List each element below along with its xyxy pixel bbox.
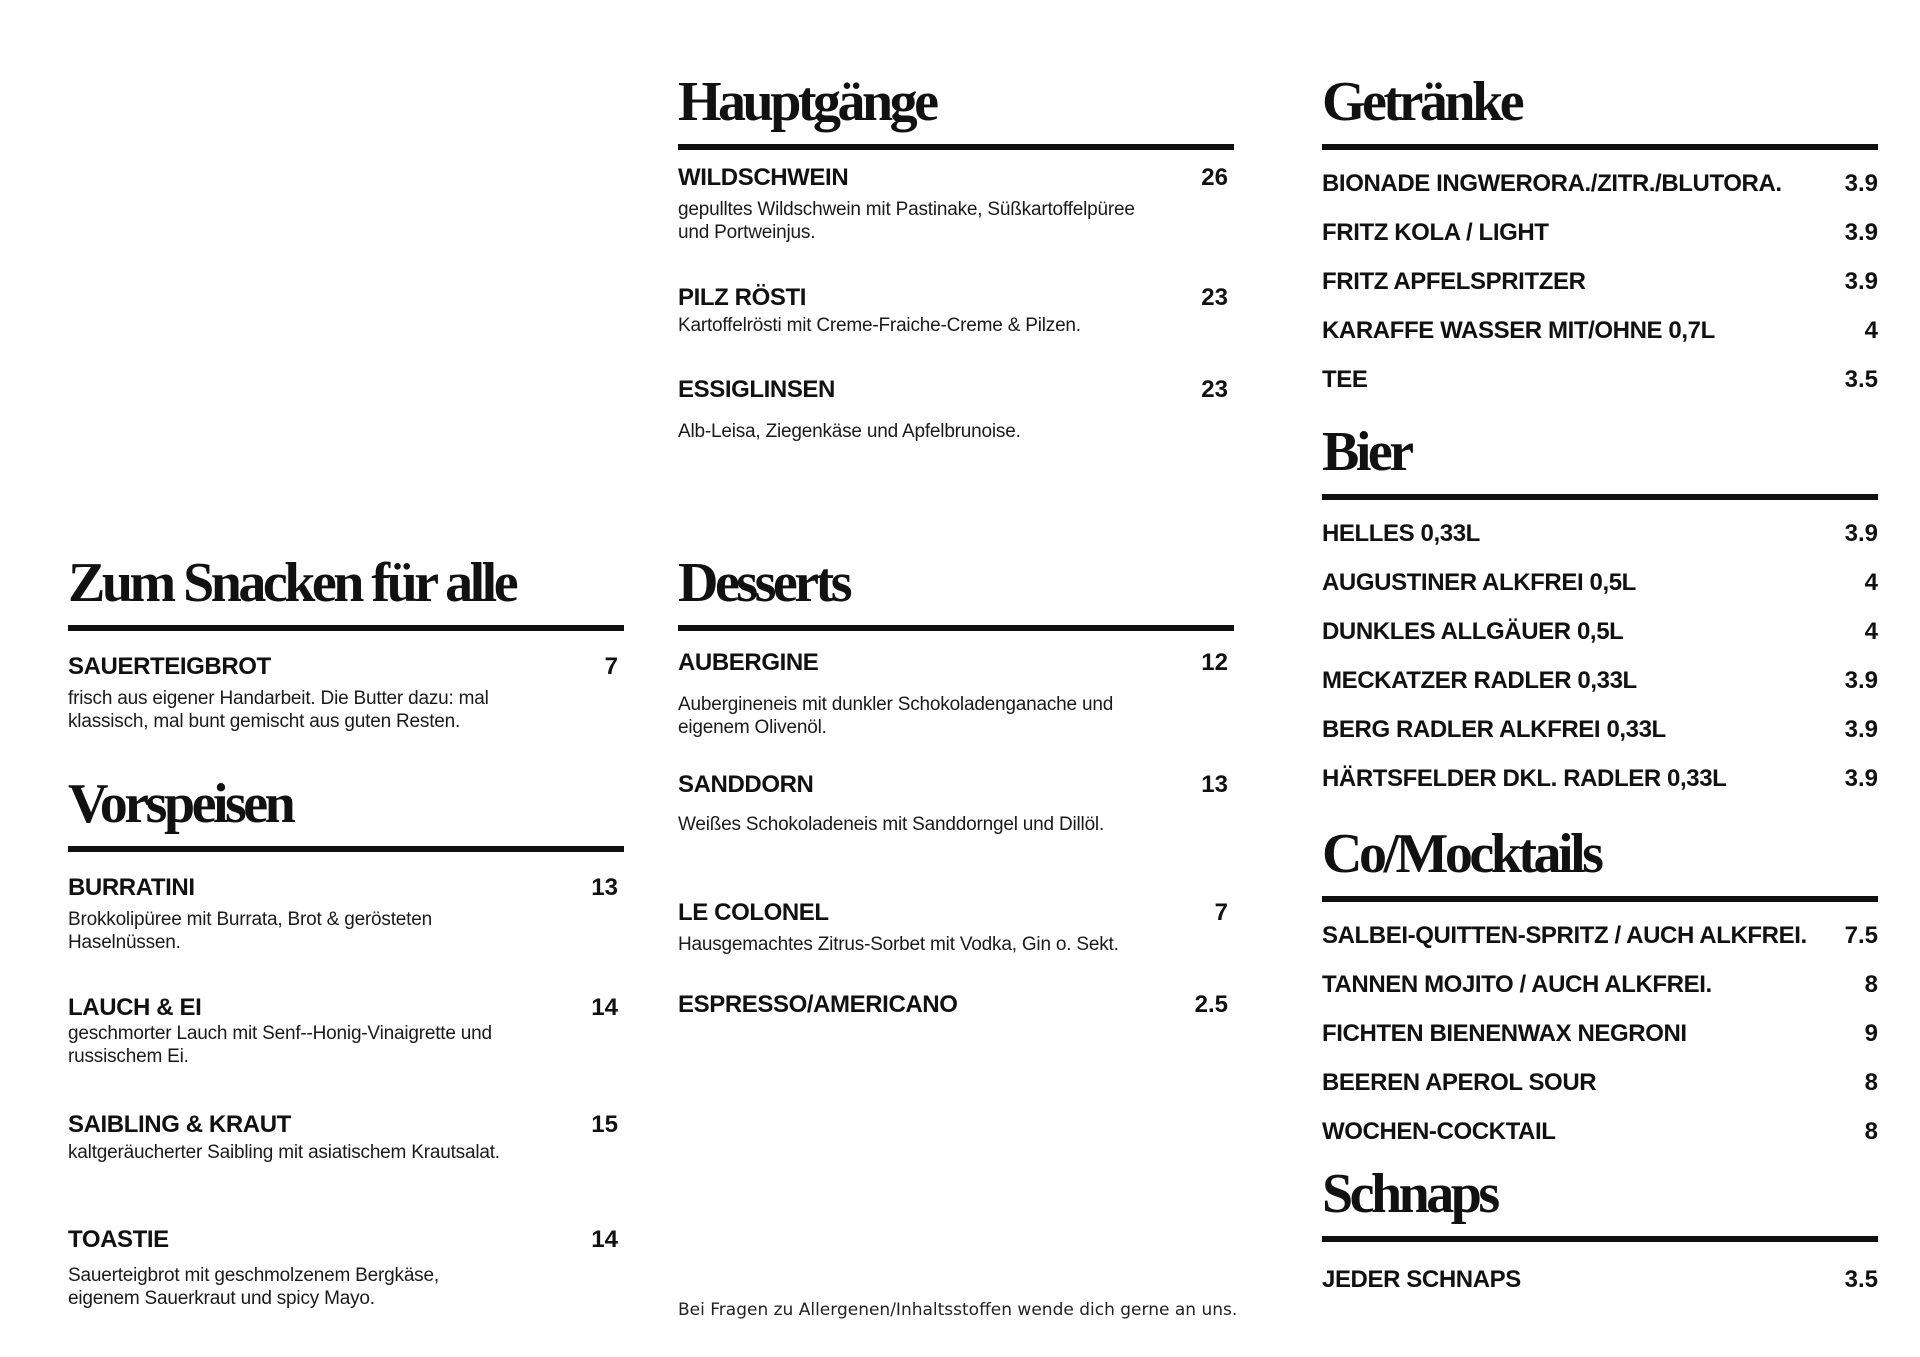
drink-item: [1322, 569, 1878, 618]
item-price: 9: [1864, 1020, 1878, 1047]
section-title: Bier: [1322, 424, 1878, 500]
item-price: 3.9: [1844, 268, 1878, 295]
item-name: TANNEN MOJITO / AUCH ALKFREI.: [1322, 971, 1712, 998]
section-hauptgaenge: [678, 71, 1234, 444]
drink-item: [1322, 765, 1878, 805]
item-name: TOASTIE: [68, 1226, 169, 1254]
item-name: FRITZ APFELSPRITZER: [1322, 268, 1586, 295]
item-price: 14: [591, 1226, 618, 1254]
item-description: Brokkolipüree mit Burrata, Brot & gerösteten Haselnüssen.: [68, 908, 432, 953]
item-price: 13: [591, 874, 618, 901]
item-price: 3.9: [1844, 667, 1878, 694]
section-vorspeisen: [68, 773, 624, 1311]
menu-item: [678, 771, 1234, 837]
section-desserts: [678, 552, 1234, 1019]
item-name: SANDDORN: [678, 771, 814, 799]
item-name: DUNKLES ALLGÄUER 0,5L: [1322, 618, 1624, 645]
item-name: HÄRTSFELDER DKL. RADLER 0,33L: [1322, 765, 1727, 792]
item-price: 2.5: [1194, 990, 1228, 1018]
drink-item: [1322, 170, 1878, 219]
item-name: JEDER SCHNAPS: [1322, 1266, 1521, 1293]
section-schnaps: [1322, 1163, 1878, 1306]
item-name: SALBEI-QUITTEN-SPRITZ / AUCH ALKFREI.: [1322, 922, 1807, 949]
item-name: MECKATZER RADLER 0,33L: [1322, 667, 1637, 694]
drink-item: [1322, 366, 1878, 406]
section-title: Desserts: [678, 555, 1234, 631]
item-price: 23: [1201, 375, 1228, 403]
item-price: 4: [1864, 618, 1878, 645]
drink-item: [1322, 268, 1878, 317]
section-title: Co/Mocktails: [1322, 826, 1878, 902]
item-name: KARAFFE WASSER MIT/OHNE 0,7L: [1322, 317, 1715, 344]
item-description: Auberginеneis mit dunkler Schokoladenganache und eigenem Olivenöl.: [678, 693, 1114, 738]
item-description: geschmorter Lauch mit Senf--Honig-Vinaigrette und russischem Ei.: [68, 1023, 492, 1067]
item-name: FICHTEN BIENENWAX NEGRONI: [1322, 1020, 1687, 1047]
section-title: Hauptgänge: [678, 74, 1234, 150]
item-price: 8: [1864, 1069, 1878, 1096]
menu-item: [678, 376, 1234, 444]
section-mocktails: [1322, 823, 1878, 1158]
menu-item: [678, 649, 1234, 739]
item-price: 13: [1201, 771, 1228, 799]
item-name: LAUCH & EI: [68, 994, 202, 1022]
item-name: LE COLONEL: [678, 898, 829, 926]
item-price: 4: [1864, 317, 1878, 344]
drink-item: [1322, 667, 1878, 716]
item-name: WOCHEN-COCKTAIL: [1322, 1118, 1556, 1145]
section-title: Getränke: [1322, 74, 1878, 150]
item-name: BEEREN APEROL SOUR: [1322, 1069, 1597, 1096]
drink-item: [1322, 716, 1878, 765]
drink-item: [1322, 922, 1878, 971]
item-price: 7: [1214, 898, 1228, 926]
item-name: AUGUSTINER ALKFREI 0,5L: [1322, 569, 1636, 596]
item-name: HELLES 0,33L: [1322, 520, 1480, 547]
item-price: 4: [1864, 569, 1878, 596]
item-price: 26: [1201, 164, 1228, 191]
menu-item: [678, 164, 1234, 244]
item-description: Hausgemachtes Zitrus-Sorbet mit Vodka, Gin o. Sekt.: [678, 933, 1119, 955]
item-name: WILDSCHWEIN: [678, 164, 849, 191]
item-price: 14: [591, 994, 618, 1022]
drink-item: [1322, 317, 1878, 366]
section-title: Schnaps: [1322, 1166, 1878, 1242]
item-name: TEE: [1322, 366, 1368, 393]
item-description: kaltgeräucherter Saibling mit asiatischem Krautsalat.: [68, 1141, 500, 1163]
menu-item: [678, 284, 1234, 338]
item-name: SAIBLING & KRAUT: [68, 1110, 291, 1138]
item-name: BIONADE INGWERORA./ZITR./BLUTORA.: [1322, 170, 1782, 197]
item-description: gepulltes Wildschwein mit Pastinake, Süßkartoffelpüree und Portweinjus.: [678, 198, 1135, 243]
section-getraenke: [1322, 71, 1878, 406]
drink-item: [1322, 520, 1878, 569]
drink-item: [1322, 1266, 1878, 1306]
section-title: Zum Snacken für alle: [68, 555, 624, 631]
menu-item: [68, 1111, 624, 1165]
item-price: 3.5: [1844, 366, 1878, 393]
item-price: 3.9: [1844, 765, 1878, 792]
drink-item: [1322, 1118, 1878, 1158]
drink-item: [1322, 971, 1878, 1020]
drink-item: [1322, 1020, 1878, 1069]
item-price: 12: [1201, 649, 1228, 676]
drink-item: [1322, 1069, 1878, 1118]
item-price: 8: [1864, 1118, 1878, 1145]
item-name: ESPRESSO/AMERICANO: [678, 990, 958, 1018]
section-bier: [1322, 421, 1878, 805]
drink-item: [1322, 618, 1878, 667]
section-snacken: [68, 552, 624, 733]
allergen-note: Bei Fragen zu Allergenen/Inhaltsstoffen wende dich gerne an uns.: [678, 1300, 1238, 1320]
item-price: 3.9: [1844, 219, 1878, 246]
menu-item: [678, 991, 1234, 1020]
item-name: BERG RADLER ALKFREI 0,33L: [1322, 716, 1666, 743]
item-price: 15: [591, 1110, 618, 1138]
item-description: frisch aus eigener Handarbeit. Die Butter dazu: mal klassisch, mal bunt gemischt aus guten Resten.: [68, 687, 489, 732]
item-description: Alb-Leisa, Ziegenkäse und Apfelbrunoise.: [678, 420, 1021, 442]
item-name: BURRATINI: [68, 874, 195, 901]
item-name: PILZ RÖSTI: [678, 284, 807, 312]
menu-item: [68, 874, 624, 954]
item-price: 23: [1201, 284, 1228, 312]
item-price: 3.9: [1844, 170, 1878, 197]
item-price: 8: [1864, 971, 1878, 998]
item-price: 7.5: [1844, 922, 1878, 949]
item-name: AUBERGINE: [678, 649, 819, 676]
drink-item: [1322, 219, 1878, 268]
menu-item: [68, 1226, 624, 1310]
item-description: Kartoffelrösti mit Creme-Fraiche-Creme & Pilzen.: [678, 315, 1081, 337]
item-name: FRITZ KOLA / LIGHT: [1322, 219, 1549, 246]
menu-item: [68, 994, 624, 1068]
item-price: 3.9: [1844, 716, 1878, 743]
item-price: 3.5: [1844, 1266, 1878, 1293]
item-price: 3.9: [1844, 520, 1878, 547]
item-description: Weißes Schokoladeneis mit Sanddorngel und Dillöl.: [678, 814, 1105, 836]
section-title: Vorspeisen: [68, 776, 624, 852]
menu-item: [68, 653, 624, 733]
item-name: ESSIGLINSEN: [678, 375, 835, 403]
item-name: SAUERTEIGBROT: [68, 653, 271, 680]
item-description: Sauerteigbrot mit geschmolzenem Bergkäse, eigenem Sauerkraut und spicy Mayo.: [68, 1265, 439, 1309]
item-price: 7: [604, 653, 618, 680]
menu-item: [678, 899, 1234, 957]
